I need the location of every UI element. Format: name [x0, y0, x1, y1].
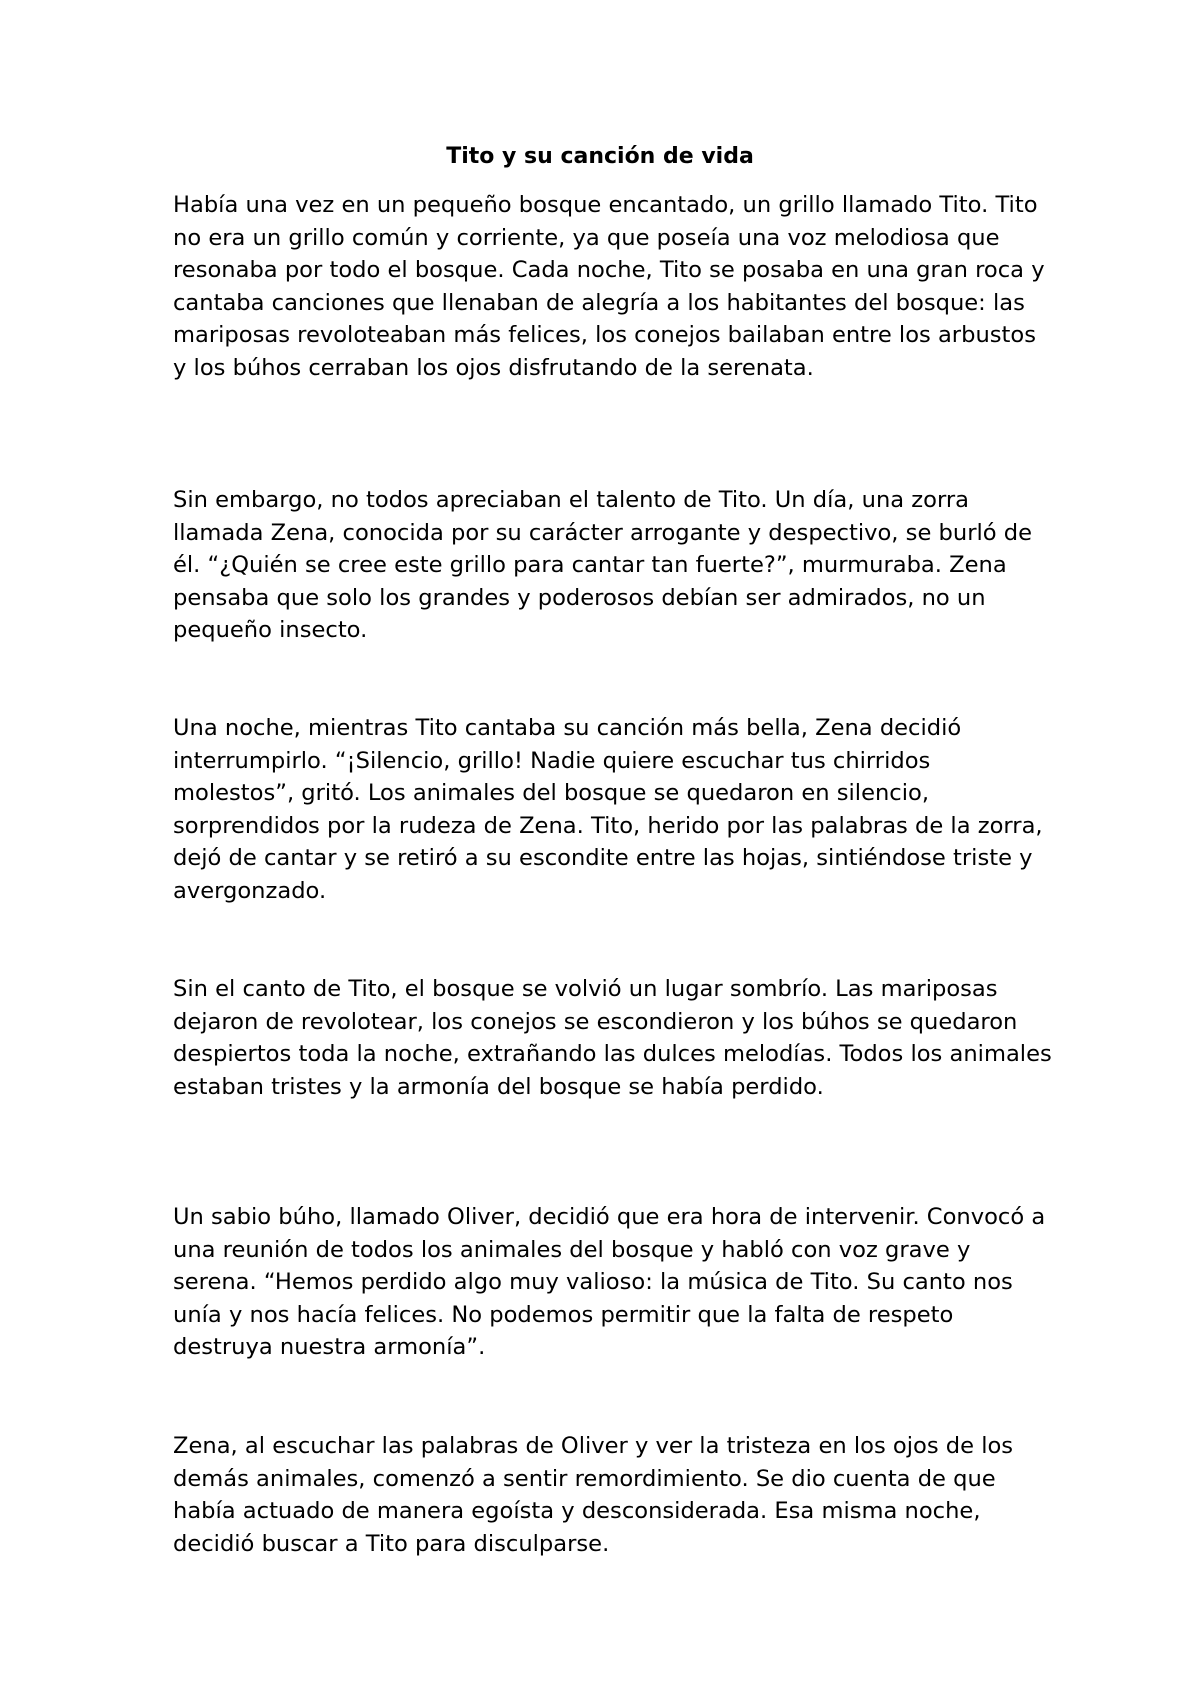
paragraph-4: Sin el canto de Tito, el bosque se volvió un lugar sombrío. Las mariposas dejaron de revolotear, los conejos se escondieron y los búhos se quedaron despiertos toda la noche, extrañando las dulces melodías. Todos los animales estaban tristes y la armonía del bosque se había perdido.	[173, 976, 1052, 1100]
document-title: Tito y su canción de vida	[446, 144, 754, 169]
paragraph-3: Una noche, mientras Tito cantaba su canción más bella, Zena decidió interrumpirlo. “¡Silencio, grillo! Nadie quiere escuchar tus chirridos molestos”, gritó. Los animales del bosque se quedaron en silencio, sorprendidos por la rudeza de Zena. Tito, herido por las palabras de la zorra, dejó de cantar y se retiró a su escondite entre las hojas, sintiéndose triste y avergonzado.	[173, 715, 1043, 904]
paragraph-5: Un sabio búho, llamado Oliver, decidió que era hora de intervenir. Convocó a una reunión de todos los animales del bosque y habló con voz grave y serena. “Hemos perdido algo muy valioso: la música de Tito. Su canto nos unía y nos hacía felices. No podemos permitir que la falta de respeto destruya nuestra armonía”.	[173, 1204, 1046, 1361]
paragraph-2: Sin embargo, no todos apreciaban el talento de Tito. Un día, una zorra llamada Zena, conocida por su carácter arrogante y despectivo, se burló de él. “¿Quién se cree este grillo para cantar tan fuerte?”, murmuraba. Zena pensaba que solo los grandes y poderosos debían ser admirados, no un pequeño insecto.	[173, 487, 1033, 644]
paragraph-6: Zena, al escuchar las palabras de Oliver y ver la tristeza en los ojos de los demás animales, comenzó a sentir remordimiento. Se dio cuenta de que había actuado de manera egoísta y desconsiderada. Esa misma noche, decidió buscar a Tito para disculparse.	[173, 1433, 1014, 1557]
paragraph-1: Había una vez en un pequeño bosque encantado, un grillo llamado Tito. Tito no era un grillo común y corriente, ya que poseía una voz melodiosa que resonaba por todo el bosque. Cada noche, Tito se posaba en una gran roca y cantaba canciones que llenaban de alegría a los habitantes del bosque: las mariposas revoloteaban más felices, los conejos bailaban entre los arbustos y los búhos cerraban los ojos disfrutando de la serenata.	[173, 192, 1045, 381]
